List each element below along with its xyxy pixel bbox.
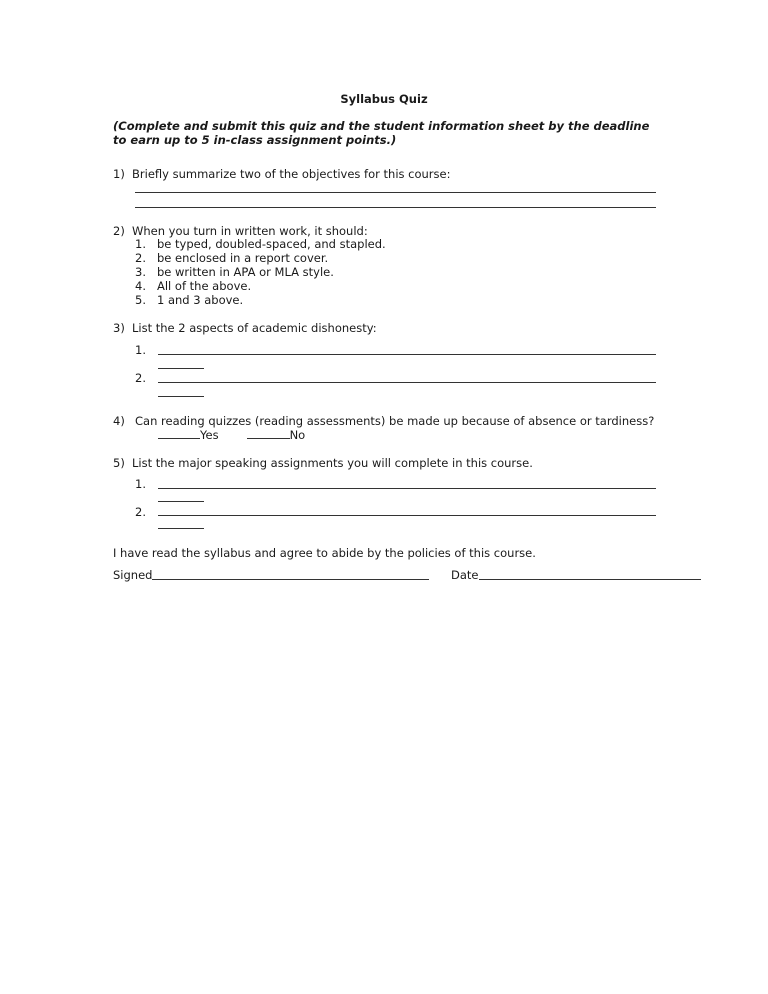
instructions: (Complete and submit this quiz and the student information sheet by the deadline to earn up to 5 in-class assignment points.): [113, 119, 650, 147]
date-line[interactable]: [479, 579, 701, 580]
page-title: Syllabus Quiz: [340, 92, 428, 106]
q3-text: List the 2 aspects of academic dishonesty:: [132, 321, 377, 335]
signature-line[interactable]: [152, 579, 429, 580]
q4-yes-blank[interactable]: [158, 427, 200, 439]
q5-item-1-line-cont[interactable]: [158, 501, 204, 502]
q3-item-1-num: 1.: [135, 343, 146, 357]
q1-text: Briefly summarize two of the objectives for this course:: [132, 167, 451, 181]
q2-option-3-text: be written in APA or MLA style.: [157, 265, 334, 279]
q3-number: 3): [113, 321, 125, 335]
q4-no-label: No: [289, 428, 306, 442]
date-label: Date: [451, 568, 479, 582]
q4-number: 4): [113, 414, 125, 428]
q4-text: Can reading quizzes (reading assessments) be made up because of absence or tardiness?: [135, 414, 655, 428]
q5-item-2-line[interactable]: [158, 515, 656, 516]
agreement-text: I have read the syllabus and agree to abide by the policies of this course.: [113, 546, 536, 560]
q5-item-1-num: 1.: [135, 477, 146, 491]
q2-text: When you turn in written work, it should:: [132, 224, 368, 238]
q2-option-1-num: 1.: [135, 237, 146, 251]
q5-item-1-line[interactable]: [158, 488, 656, 489]
q5-text: List the major speaking assignments you will complete in this course.: [132, 456, 533, 470]
q3-item-1-line-cont[interactable]: [158, 368, 204, 369]
q4-no-blank[interactable]: [247, 427, 290, 439]
signed-label: Signed: [113, 568, 153, 582]
q5-number: 5): [113, 456, 125, 470]
q3-item-2-line-cont[interactable]: [158, 396, 204, 397]
q1-answer-line-1[interactable]: [135, 192, 656, 193]
q2-option-1-text: be typed, doubled-spaced, and stapled.: [157, 237, 386, 251]
q2-option-4-num: 4.: [135, 279, 146, 293]
q5-item-2-line-cont[interactable]: [158, 528, 204, 529]
q2-option-3-num: 3.: [135, 265, 146, 279]
q2-option-4-text: All of the above.: [157, 279, 252, 293]
q3-item-2-line[interactable]: [158, 382, 656, 383]
q1-answer-line-2[interactable]: [135, 207, 656, 208]
q4-answers: [158, 427, 305, 442]
q2-option-5-num: 5.: [135, 293, 146, 307]
q4-yes-label: Yes: [200, 428, 219, 442]
q2-option-2-text: be enclosed in a report cover.: [157, 251, 329, 265]
q2-number: 2): [113, 224, 125, 238]
q3-item-2-num: 2.: [135, 371, 146, 385]
q2-option-2-num: 2.: [135, 251, 146, 265]
q5-item-2-num: 2.: [135, 505, 146, 519]
q2-option-5-text: 1 and 3 above.: [157, 293, 244, 307]
q1-number: 1): [113, 167, 125, 181]
q3-item-1-line[interactable]: [158, 354, 656, 355]
